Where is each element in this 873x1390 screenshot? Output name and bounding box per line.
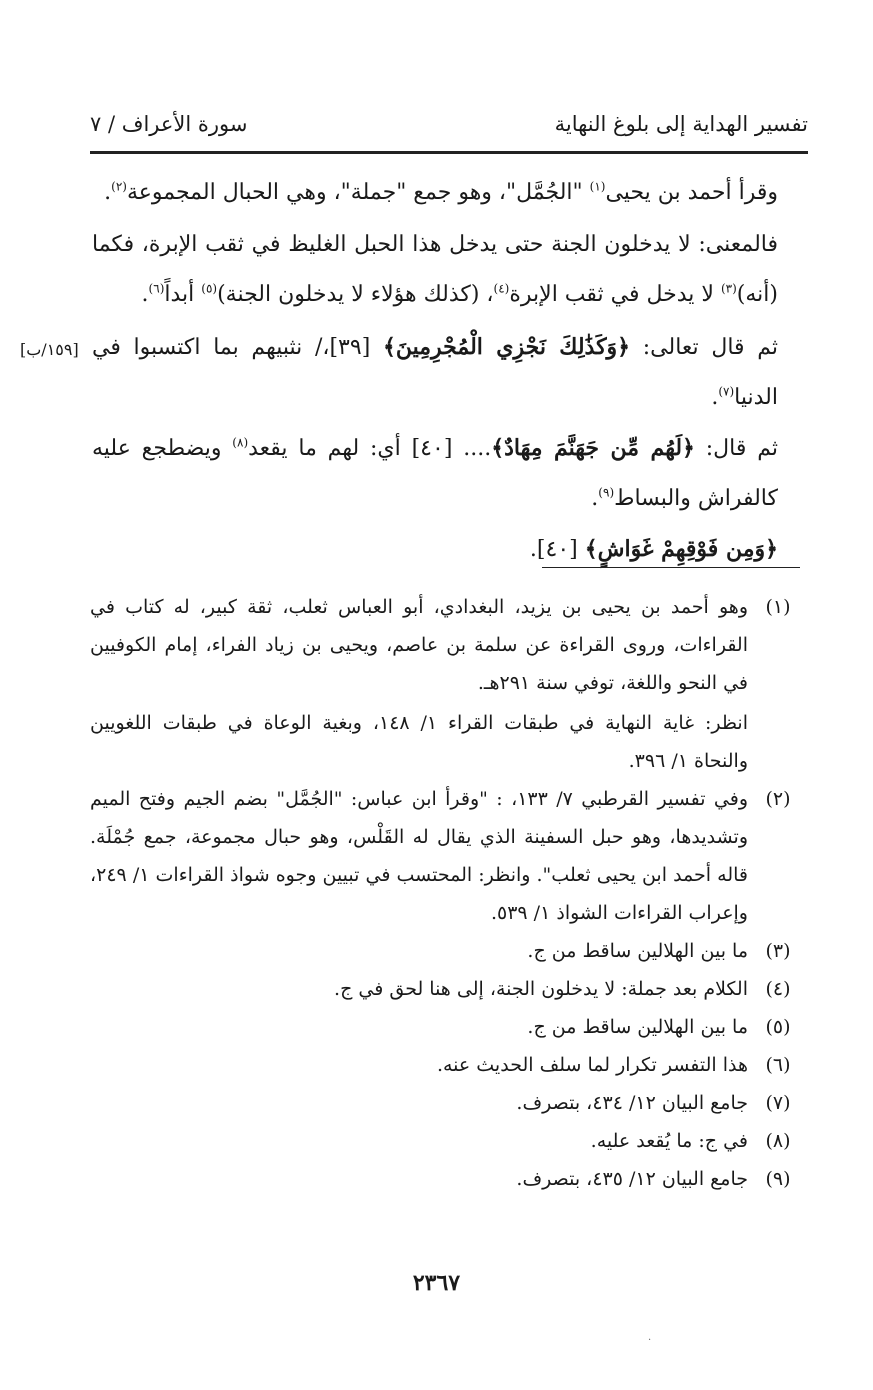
footnote-number: (٢) — [765, 788, 791, 810]
footnote-number: (١) — [765, 596, 791, 618]
text: . — [591, 486, 599, 511]
footnote-number: (٤) — [765, 978, 791, 1000]
surah-label: سورة الأعراف / ٧ — [90, 112, 248, 136]
footnote-text — [90, 1046, 748, 1084]
footnote-text — [90, 780, 748, 932]
text: . — [141, 282, 149, 307]
footnote-text — [90, 1008, 748, 1046]
footnote — [90, 1046, 808, 1084]
footnote-line: هذا التفسر تكرار لما سلف الحديث عنه. — [436, 1054, 748, 1076]
footnote — [90, 970, 808, 1008]
footnote — [90, 1084, 808, 1122]
footnote-text — [90, 1160, 748, 1198]
text: ثم قال: — [694, 436, 778, 461]
footnote — [90, 588, 808, 780]
footnote-ref: (٣) — [720, 281, 737, 296]
text: [٤٠]. — [529, 537, 585, 562]
text: لا يدخل في ثقب الإبرة — [509, 282, 721, 307]
text: أبداً — [164, 282, 202, 307]
footnote-number: (٩) — [765, 1168, 791, 1190]
footnote — [90, 1122, 808, 1160]
footnote-line: الكلام بعد جملة: لا يدخلون الجنة، إلى هنا لحق في ج. — [334, 978, 748, 1000]
header-rule — [90, 151, 808, 154]
text: . — [711, 385, 719, 410]
footnote-number: (٨) — [765, 1130, 791, 1152]
manuscript-folio-note: [١٥٩/ب] — [20, 340, 79, 359]
footnote-line: وفي تفسير القرطبي ٧/ ١٣٣، : "وقرأ ابن عباس: "الجُمَّل" بضم الجيم وفتح الميم وتشديدها، وهو حبل السفينة الذي يقال له القَلْس، وهو حبال مجموعة، جمع جُمْلَة. قاله أحمد ابن يحيى ثعلب". وانظر: المحتسب في تبيين وجوه شواذ القراءات ١/ ٢٤٩، وإعراب القراءات الشواذ ١/ ٥٣٩. — [90, 788, 749, 924]
text: ، (كذلك هؤلاء لا يدخلون الجنة) — [217, 282, 494, 307]
footnote-separator — [542, 567, 800, 568]
text: ويضطجع عليه كالفراش والبساط — [92, 436, 778, 511]
footnote-ref: (٢) — [111, 179, 127, 194]
running-header — [90, 112, 808, 146]
footnote-number: (٥) — [765, 1016, 791, 1038]
footnote-line: جامع البيان ١٢/ ٤٣٥، بتصرف. — [516, 1168, 748, 1190]
footnote-ref: (٦) — [148, 281, 165, 296]
footnote-ref: (٥) — [201, 281, 218, 296]
footnote-line: ما بين الهلالين ساقط من ج. — [527, 1016, 748, 1038]
footnote-number: (٣) — [765, 940, 791, 962]
quran-verse: ﴿لَهُم مِّن جَهَنَّمَ مِهَادٌ﴾ — [491, 435, 695, 461]
text: وقرأ أحمد بن يحيى — [605, 180, 778, 205]
footnote-number: (٧) — [765, 1092, 791, 1114]
footnote — [90, 1160, 808, 1198]
text: ثم قال تعالى: — [630, 335, 779, 360]
footnote-ref: (١) — [589, 179, 606, 194]
page-number: ٢٣٦٧ — [412, 1270, 461, 1296]
footnotes — [90, 588, 808, 1198]
footnote-text — [90, 932, 748, 970]
footnote — [90, 780, 808, 932]
footnote-line: في ج: ما يُقعد عليه. — [590, 1130, 748, 1152]
scan-speck: . — [648, 1332, 652, 1343]
footnote-line: وهو أحمد بن يحيى بن يزيد، البغدادي، أبو العباس ثعلب، ثقة كبير، له كتاب في القراءات، وروى القراءة عن سلمة بن عاصم، ويحيى بن زياد الفراء، إمام الكوفيين في النحو واللغة، توفي سنة ٢٩١هـ. — [90, 596, 748, 694]
paragraph-3 — [92, 322, 806, 423]
footnote-number: (٦) — [765, 1054, 791, 1076]
paragraph-1 — [92, 168, 806, 218]
quran-verse: ﴿وَكَذَٰلِكَ نَجْزِي الْمُجْرِمِينَ﴾ — [382, 334, 631, 360]
footnote-ref: (٧) — [718, 384, 735, 399]
footnote-text — [90, 588, 748, 780]
footnote-text — [90, 970, 748, 1008]
book-title: تفسير الهداية إلى بلوغ النهاية — [554, 112, 808, 136]
footnote — [90, 932, 808, 970]
text: "الجُمَّل"، وهو جمع "جملة"، وهي الحبال المجموعة — [126, 180, 590, 205]
footnote — [90, 1008, 808, 1046]
text: [٣٩]،/ نثبيهم بما اكتسبوا في الدنيا — [92, 335, 778, 410]
footnote-line: ما بين الهلالين ساقط من ج. — [527, 940, 748, 962]
footnote-ref: (٩) — [598, 485, 615, 500]
quran-verse: ﴿وَمِن فَوْقِهِمْ غَوَاشٍ﴾ — [584, 536, 778, 562]
text: .... [٤٠] أي: لهم ما يقعد — [248, 436, 492, 461]
paragraph-2 — [92, 220, 806, 320]
main-text — [92, 168, 806, 575]
footnote-ref: (٨) — [232, 435, 249, 450]
text: فالمعنى: لا يدخلون الجنة حتى يدخل هذا الحبل الغليظ في ثقب الإبرة، فكما (أنه) — [92, 232, 778, 307]
footnote-line: جامع البيان ١٢/ ٤٣٤، بتصرف. — [516, 1092, 748, 1114]
footnote-ref: (٤) — [493, 281, 510, 296]
footnote-reference: انظر: غاية النهاية في طبقات القراء ١/ ١٤٨، وبغية الوعاة في طبقات اللغويين والنحاة ١/ ٣٩٦. — [90, 712, 748, 772]
footnote-text — [90, 1084, 748, 1122]
paragraph-4 — [92, 423, 806, 524]
text: . — [104, 180, 112, 205]
footnote-text — [90, 1122, 748, 1160]
